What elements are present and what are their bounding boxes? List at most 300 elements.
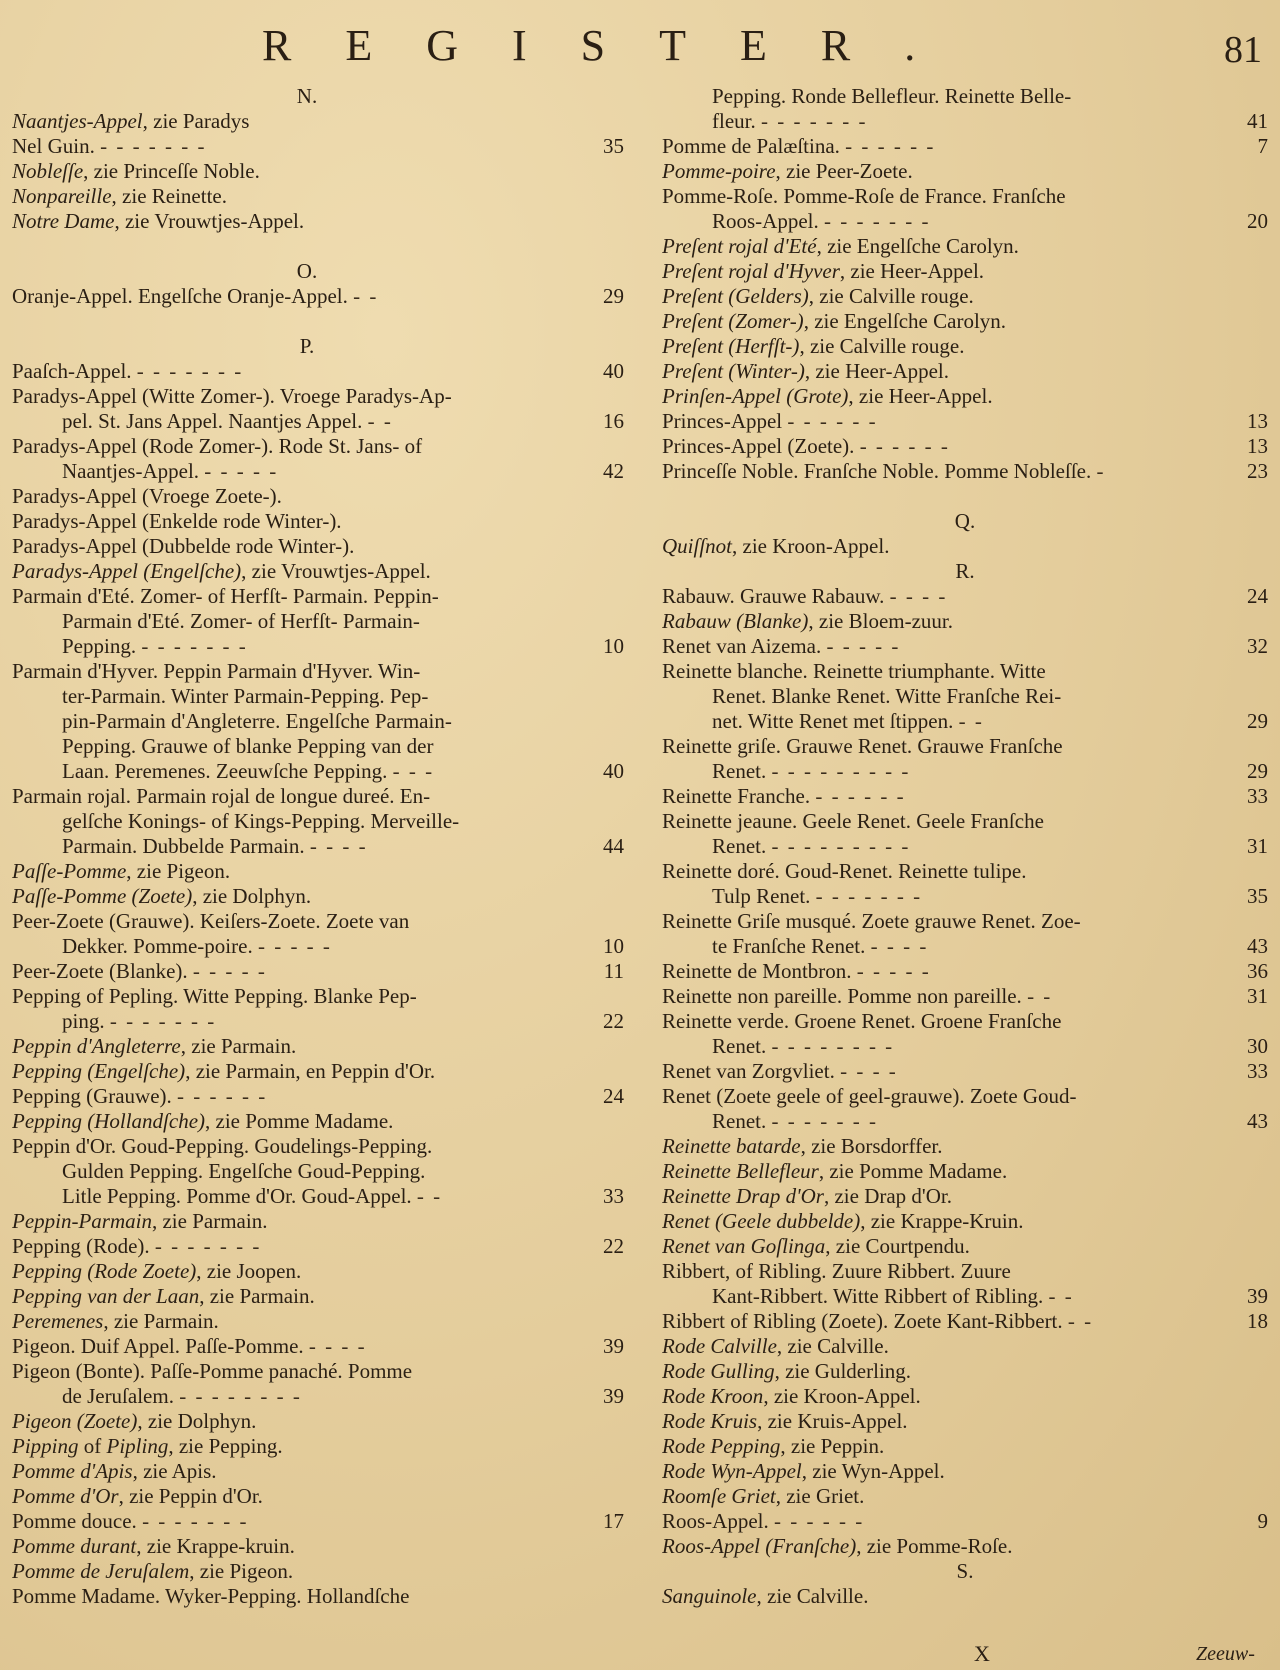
index-entry: [662, 184, 1268, 209]
entry-text: [662, 309, 1006, 334]
entry-label: , zie Borsdorffer.: [800, 1134, 943, 1158]
entry-label: , zie Pepping.: [168, 1434, 283, 1458]
entry-label: Rabauw. Grauwe Rabauw.: [662, 584, 885, 608]
spacer: [12, 309, 624, 334]
entry-text: [662, 1109, 878, 1134]
leader-dashes: - -: [1027, 984, 1053, 1008]
index-entry: [12, 159, 624, 184]
entry-text: [662, 1309, 1093, 1334]
index-entry: [12, 1409, 624, 1434]
leader-dashes: - -: [367, 409, 393, 433]
entry-text: [12, 784, 430, 809]
index-entry: [12, 1184, 624, 1209]
entry-text: [662, 1209, 1024, 1234]
entry-term: Reinette Bellefleur: [662, 1159, 819, 1183]
entry-text: [662, 534, 889, 559]
entry-label: , zie Pigeon.: [126, 859, 231, 883]
entry-label: Dekker. Pomme-poire.: [62, 934, 253, 958]
page-ref: 22: [603, 1234, 624, 1258]
entry-text: [12, 1284, 315, 1309]
entry-text: [662, 384, 993, 409]
page-ref: 10: [603, 934, 624, 958]
page-ref: 29: [1247, 759, 1268, 783]
section-letter: Q.: [954, 509, 976, 533]
index-entry: [12, 1559, 624, 1584]
entry-label: Parmain d'Eté. Zomer- of Herfſt- Parmain-: [62, 609, 420, 633]
entry-label: Gulden Pepping. Engelſche Goud-Pepping.: [62, 1159, 426, 1183]
index-entry: [12, 784, 624, 809]
left-column: [12, 84, 624, 1609]
entry-text: [12, 1334, 367, 1359]
index-entry: [662, 1159, 1268, 1184]
entry-text: [662, 584, 947, 609]
leader-dashes: - - - - - - -: [154, 1234, 262, 1258]
index-entry: [12, 1034, 624, 1059]
entry-label: Pepping.: [62, 634, 137, 658]
index-entry: [12, 1234, 624, 1259]
page-ref: 31: [1247, 984, 1268, 1008]
entry-term: Pomme durant: [12, 1534, 137, 1558]
index-entry: [12, 709, 624, 734]
leader-dashes: - - - - -: [192, 959, 267, 983]
entry-term: Pipling: [106, 1434, 169, 1458]
entry-text: [662, 1334, 889, 1359]
entry-label: net. Witte Renet met ſtippen.: [712, 709, 954, 733]
leader-dashes: - - - - - - -: [136, 359, 244, 383]
entry-text: [12, 1434, 283, 1459]
entry-label: Oranje-Appel. Engelſche Oranje-Appel.: [12, 284, 348, 308]
entry-text: [12, 434, 422, 459]
index-entry: [662, 1284, 1268, 1309]
entry-term: Paſſe-Pomme (Zoete): [12, 884, 193, 908]
leader-dashes: - -: [353, 284, 379, 308]
entry-label: , zie Griet.: [775, 1484, 865, 1508]
entry-label: , zie Courtpendu.: [825, 1234, 970, 1258]
entry-label: , zie Vrouwtjes-Appel.: [241, 559, 431, 583]
index-entry: [662, 1234, 1268, 1259]
entry-label: Naantjes-Appel.: [62, 459, 200, 483]
leader-dashes: - - - - -: [204, 459, 279, 483]
index-entry: [662, 1434, 1268, 1459]
entry-text: [662, 434, 950, 459]
index-entry: [12, 1334, 624, 1359]
entry-text: [12, 809, 459, 834]
entry-label: , zie Apis.: [132, 1459, 217, 1483]
index-entry: [12, 1109, 624, 1134]
index-entry: [12, 1459, 624, 1484]
page-ref: 40: [603, 359, 624, 383]
index-entry: [12, 809, 624, 834]
entry-text: [12, 384, 452, 409]
entry-text: [12, 684, 428, 709]
entry-label: , zie Pomme Madame.: [818, 1159, 1008, 1183]
page-ref: 23: [1247, 459, 1268, 483]
entry-text: [12, 1534, 295, 1559]
index-entry: [12, 1384, 624, 1409]
entry-label: gelſche Konings- of Kings-Pepping. Merveille-: [62, 809, 460, 833]
entry-label: , zie Peppin d'Or.: [118, 1484, 263, 1508]
page-ref: 40: [603, 759, 624, 783]
leader-dashes: - - - - - -: [859, 434, 950, 458]
entry-label: , zie Dolphyn.: [137, 1409, 257, 1433]
index-entry: [12, 559, 624, 584]
entry-label: , zie Engelſche Carolyn.: [803, 309, 1007, 333]
index-entry: [662, 1084, 1268, 1109]
index-entry: [662, 159, 1268, 184]
entry-term: Rode Gulling: [662, 1359, 775, 1383]
entry-label: Paradys-Appel (Dubbelde rode Winter-).: [12, 534, 355, 558]
entry-label: Parmain. Dubbelde Parmain.: [62, 834, 305, 858]
index-entry: [12, 384, 624, 409]
entry-text: [662, 934, 928, 959]
entry-label: Parmain d'Eté. Zomer- of Herfſt- Parmain. Peppin-: [12, 584, 439, 608]
entry-label: of: [78, 1434, 107, 1458]
section-letter: O.: [296, 259, 318, 283]
entry-text: [12, 559, 431, 584]
entry-term: Rode Pepping: [662, 1434, 781, 1458]
index-entry: [662, 1484, 1268, 1509]
entry-label: Renet.: [712, 1034, 767, 1058]
entry-term: Notre Dame: [12, 209, 115, 233]
page-ref: 32: [1247, 634, 1268, 658]
entry-text: [662, 1034, 894, 1059]
entry-label: , zie Calville.: [776, 1334, 889, 1358]
entry-label: Reinette Franche.: [662, 784, 811, 808]
leader-dashes: - - - - - - -: [109, 1009, 217, 1033]
entry-text: [12, 609, 420, 634]
entry-term: Sanguinole: [662, 1584, 757, 1608]
entry-label: Reinette Griſe musqué. Zoete grauwe Renet. Zoe-: [662, 909, 1081, 933]
entry-label: Princes-Appel: [662, 409, 783, 433]
entry-text: [12, 909, 409, 934]
entry-text: [12, 1259, 301, 1284]
index-entry: [12, 1259, 624, 1284]
entry-text: [662, 1234, 970, 1259]
entry-label: , zie Joopen.: [196, 1259, 302, 1283]
entry-label: Pomme Madame. Wyker-Pepping. Hollandſche: [12, 1584, 410, 1608]
entry-text: [12, 1009, 216, 1034]
entry-text: [662, 1159, 1007, 1184]
index-entry: [662, 359, 1268, 384]
index-entry: [12, 1359, 624, 1384]
section-letter: S.: [956, 1559, 974, 1583]
index-entry: [12, 1434, 624, 1459]
entry-text: [12, 284, 378, 309]
entry-label: Pepping. Grauwe of blanke Pepping van der: [62, 734, 434, 758]
entry-label: , zie Gulderling.: [774, 1359, 912, 1383]
entry-text: [12, 109, 249, 134]
index-entry: [12, 434, 624, 459]
entry-label: Renet.: [712, 834, 767, 858]
leader-dashes: - - - -: [309, 834, 368, 858]
entry-text: [662, 1259, 1011, 1284]
entry-text: [12, 1484, 263, 1509]
index-entry: [662, 784, 1268, 809]
entry-text: [662, 359, 949, 384]
entry-text: [662, 1284, 1074, 1309]
leader-dashes: - -: [416, 1184, 443, 1208]
entry-text: [12, 859, 230, 884]
entry-term: Pipping: [12, 1434, 79, 1458]
index-entry: [662, 534, 1268, 559]
page-ref: 35: [1247, 884, 1268, 908]
index-entry: [12, 1084, 624, 1109]
leader-dashes: - - - - - - -: [141, 634, 248, 658]
entry-text: [662, 984, 1052, 1009]
entry-label: , zie Vrouwtjes-Appel.: [114, 209, 305, 233]
index-entry: [662, 1509, 1268, 1534]
index-entry: [662, 109, 1268, 134]
entry-text: [12, 534, 354, 559]
page-ref: 43: [1247, 934, 1268, 958]
entry-text: [12, 359, 243, 384]
leader-dashes: - - - - - - - -: [179, 1384, 302, 1408]
entry-text: [662, 709, 984, 734]
spacer: [12, 234, 624, 259]
entry-text: [662, 159, 913, 184]
entry-label: Renet.: [712, 759, 767, 783]
entry-text: [662, 184, 1066, 209]
index-entry: [12, 884, 624, 909]
entry-text: [12, 1059, 435, 1084]
entry-text: [662, 284, 974, 309]
index-entry: [12, 484, 624, 509]
page-footer: [0, 1640, 1280, 1668]
entry-text: [12, 134, 207, 159]
entry-label: Reinette non pareille. Pomme non pareille.: [662, 984, 1022, 1008]
entry-term: Quiſſnot: [662, 534, 733, 558]
entry-text: [662, 1009, 1061, 1034]
entry-label: Renet. Blanke Renet. Witte Franſche Rei-: [712, 684, 1062, 708]
index-entry: [662, 759, 1268, 784]
entry-text: [662, 134, 935, 159]
index-entry: [12, 109, 624, 134]
entry-text: [12, 484, 282, 509]
entry-label: Pepping. Ronde Bellefleur. Reinette Belle-: [712, 84, 1072, 108]
index-entry: [662, 459, 1268, 484]
entry-label: , zie Peer-Zoete.: [775, 159, 913, 183]
entry-text: [12, 509, 342, 534]
page-ref: 33: [1247, 784, 1268, 808]
leader-dashes: - - - - - -: [177, 1084, 268, 1108]
page-ref: 18: [1247, 1309, 1268, 1333]
entry-term: Nonpareille: [12, 184, 112, 208]
entry-label: pin-Parmain d'Angleterre. Engelſche Parmain-: [62, 709, 452, 733]
leader-dashes: - - - - - -: [815, 784, 906, 808]
index-entry: [662, 1334, 1268, 1359]
entry-term: Pomme de Jeruſalem: [12, 1559, 190, 1583]
leader-dashes: - - - - - -: [787, 409, 878, 433]
entry-text: [662, 634, 900, 659]
signature-mark: X: [974, 1641, 990, 1666]
entry-text: [662, 784, 906, 809]
index-entry: [12, 284, 624, 309]
entry-label: , zie Kroon-Appel.: [732, 534, 890, 558]
index-entry: [662, 1259, 1268, 1284]
entry-text: [12, 1409, 256, 1434]
entry-text: [662, 1059, 898, 1084]
entry-term: Reinette batarde: [662, 1134, 801, 1158]
page-number: 81: [1224, 29, 1262, 71]
entry-label: , zie Pigeon.: [189, 1559, 294, 1583]
leader-dashes: - -: [1067, 1309, 1094, 1333]
entry-label: fleur.: [712, 109, 756, 133]
entry-text: [662, 84, 1071, 109]
page-ref: 33: [1247, 1059, 1268, 1083]
index-entry: [662, 934, 1268, 959]
index-entry: [662, 1059, 1268, 1084]
entry-text: [12, 1384, 302, 1409]
entry-label: Paradys-Appel (Witte Zomer-). Vroege Paradys-Ap-: [12, 384, 452, 408]
entry-text: [662, 659, 1046, 684]
index-entry: [662, 1584, 1268, 1609]
index-entry: [662, 884, 1268, 909]
leader-dashes: - - - - - -: [845, 134, 936, 158]
entry-label: Kant-Ribbert. Witte Ribbert of Ribling.: [712, 1284, 1044, 1308]
page-ref: 16: [603, 409, 624, 433]
entry-label: de Jeruſalem.: [62, 1384, 174, 1408]
entry-text: [662, 1584, 868, 1609]
entry-text: [662, 1134, 943, 1159]
entry-term: Preſent (Gelders): [662, 284, 809, 308]
entry-label: Princeſſe Noble. Franſche Noble. Pomme Nobleſſe.: [662, 459, 1092, 483]
entry-label: Paaſch-Appel.: [12, 359, 132, 383]
entry-label: , zie Paradys: [142, 109, 250, 133]
entry-term: Rode Kruis: [662, 1409, 758, 1433]
entry-label: Pigeon (Bonte). Paſſe-Pomme panaché. Pomme: [12, 1359, 413, 1383]
entry-label: , zie Krappe-Kruin.: [860, 1209, 1024, 1233]
index-entry: [12, 659, 624, 684]
entry-label: Parmain d'Hyver. Peppin Parmain d'Hyver. Win-: [12, 659, 421, 683]
leader-dashes: - - - - - - -: [815, 884, 923, 908]
leader-dashes: - - - -: [870, 934, 929, 958]
index-entry: [12, 1009, 624, 1034]
entry-text: [12, 1084, 267, 1109]
entry-text: [662, 1084, 1077, 1109]
page-ref: 7: [1257, 134, 1268, 158]
index-entry: [12, 1309, 624, 1334]
index-entry: [12, 209, 624, 234]
page-ref: 9: [1257, 1509, 1268, 1533]
entry-text: [662, 684, 1061, 709]
leader-dashes: - - - -: [840, 1059, 898, 1083]
index-entry: [12, 584, 624, 609]
entry-label: Pigeon. Duif Appel. Paſſe-Pomme.: [12, 1334, 304, 1358]
entry-label: te Franſche Renet.: [712, 934, 866, 958]
entry-text: [662, 759, 910, 784]
entry-term: Pomme d'Or: [12, 1484, 119, 1508]
index-entry: [12, 834, 624, 859]
entry-term: Prinſen-Appel (Grote): [662, 384, 849, 408]
leader-dashes: - - - - -: [856, 959, 931, 983]
entry-term: Renet (Geele dubbelde): [662, 1209, 861, 1233]
entry-label: Reinette griſe. Grauwe Renet. Grauwe Franſche: [662, 734, 1063, 758]
entry-label: Ribbert of Ribling (Zoete). Zoete Kant-Ribbert.: [662, 1309, 1063, 1333]
index-entry: [662, 584, 1268, 609]
entry-term: Peppin-Parmain: [12, 1209, 152, 1233]
page-ref: 42: [603, 459, 624, 483]
index-entry: [662, 1134, 1268, 1159]
index-entry: [662, 984, 1268, 1009]
entry-label: Nel Guin.: [12, 134, 95, 158]
entry-text: [12, 709, 452, 734]
index-entry: [12, 634, 624, 659]
entry-term: Preſent (Zomer-): [662, 309, 804, 333]
entry-label: Peer-Zoete (Grauwe). Keiſers-Zoete. Zoete van: [12, 909, 410, 933]
entry-text: [12, 209, 304, 234]
entry-label: , zie Heer-Appel.: [804, 359, 950, 383]
index-entry: [662, 1409, 1268, 1434]
entry-label: , zie Parmain, en Peppin d'Or.: [185, 1059, 436, 1083]
leader-dashes: - - - - - - -: [760, 109, 868, 133]
entry-text: [662, 1384, 921, 1409]
entry-term: Rode Calville: [662, 1334, 777, 1358]
entry-text: [12, 1209, 267, 1234]
index-entry: [12, 759, 624, 784]
index-entry: [12, 534, 624, 559]
index-entry: [12, 934, 624, 959]
page-ref: 39: [603, 1334, 624, 1358]
entry-label: , zie Parmain.: [199, 1284, 315, 1308]
index-entry: [12, 734, 624, 759]
entry-text: [12, 834, 368, 859]
page-ref: 36: [1247, 959, 1268, 983]
entry-text: [12, 1234, 261, 1259]
index-entry: [662, 1109, 1268, 1134]
entry-label: Renet.: [712, 1109, 767, 1133]
entry-term: Pigeon (Zoete): [12, 1409, 138, 1433]
page-header: [0, 16, 1280, 76]
entry-label: , zie Dolphyn.: [192, 884, 312, 908]
index-entry: [12, 859, 624, 884]
entry-term: Peppin d'Angleterre: [12, 1034, 181, 1058]
index-entry: [662, 909, 1268, 934]
leader-dashes: - -: [958, 709, 984, 733]
entry-text: [12, 984, 417, 1009]
entry-text: [662, 1359, 911, 1384]
entry-term: Rode Kroon: [662, 1384, 764, 1408]
leader-dashes: - - - - - - -: [771, 1109, 878, 1133]
entry-term: Rode Wyn-Appel: [662, 1459, 802, 1483]
entry-text: [662, 834, 910, 859]
index-entry: [662, 1309, 1268, 1334]
entry-label: Peer-Zoete (Blanke).: [12, 959, 188, 983]
index-entry: [662, 284, 1268, 309]
entry-label: , zie Calville rouge.: [799, 334, 965, 358]
index-entry: [12, 984, 624, 1009]
entry-text: [12, 959, 267, 984]
index-entry: [662, 1459, 1268, 1484]
page-ref: 44: [603, 834, 624, 858]
index-entry: [662, 709, 1268, 734]
entry-label: Pomme douce.: [12, 1509, 137, 1533]
entry-term: Pepping (Hollandſche): [12, 1109, 206, 1133]
leader-dashes: - - - -: [889, 584, 948, 608]
leader-dashes: - -: [1048, 1284, 1074, 1308]
entry-term: Nobleſſe: [12, 159, 84, 183]
entry-label: Litle Pepping. Pomme d'Or. Goud-Appel.: [62, 1184, 412, 1208]
entry-text: [12, 1134, 432, 1159]
leader-dashes: - - - - -: [257, 934, 332, 958]
leader-dashes: - - - - -: [826, 634, 901, 658]
entry-label: Tulp Renet.: [712, 884, 811, 908]
index-entry: [662, 1359, 1268, 1384]
page-ref: 35: [603, 134, 624, 158]
page-ref: 17: [603, 1509, 624, 1533]
index-entry: [662, 409, 1268, 434]
entry-text: [12, 409, 393, 434]
entry-label: , zie Heer-Appel.: [848, 384, 993, 408]
